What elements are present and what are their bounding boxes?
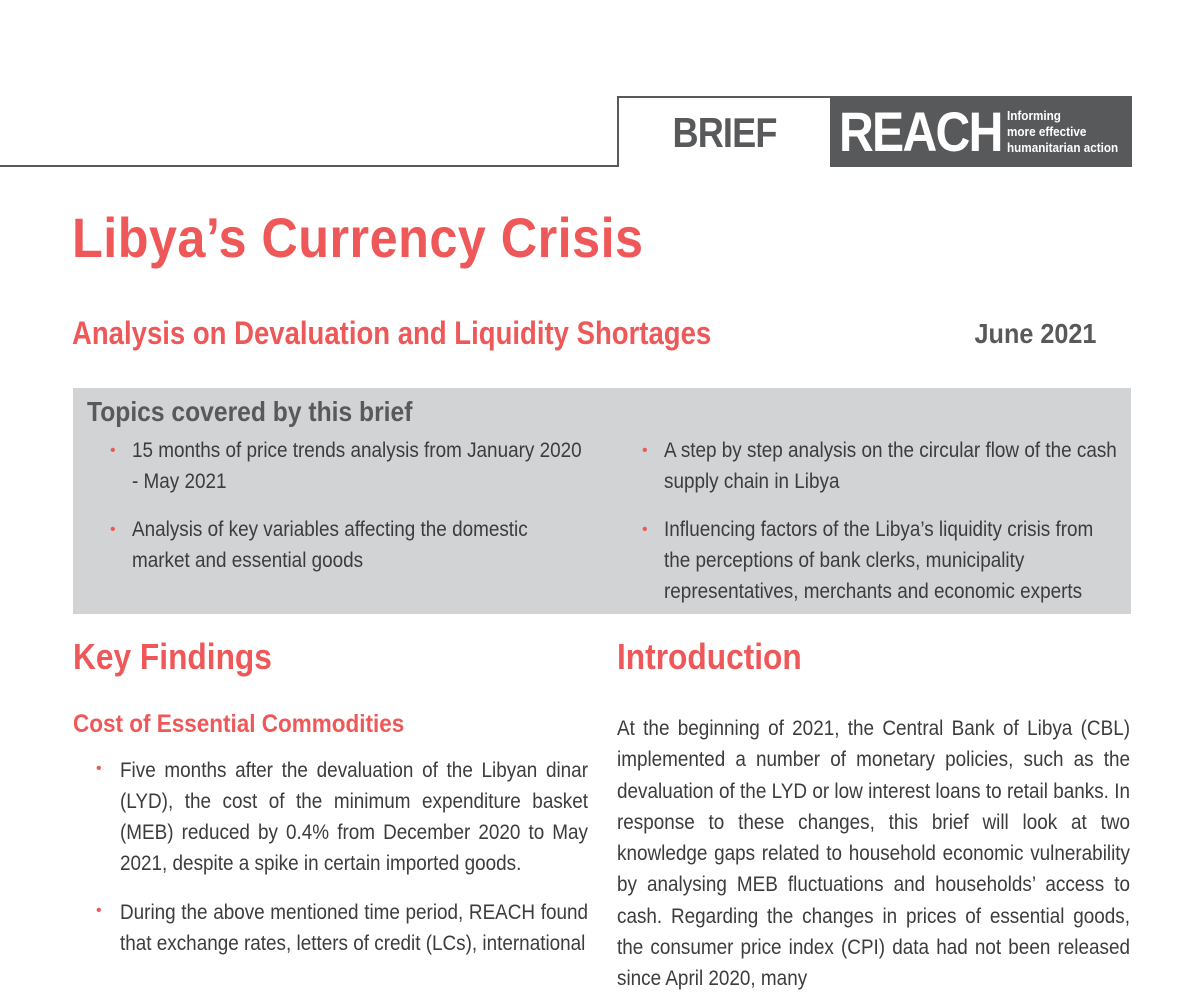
finding-item: Five months after the devaluation of the Libyan dinar (LYD), the cost of the minimum expenditure basket (MEB) reduced by 0.4% from December 2020 to May 2021, despite a spike in certain imported goods. bbox=[120, 759, 588, 875]
bullet-icon: • bbox=[642, 442, 648, 459]
tagline-line: Informing bbox=[1007, 107, 1061, 123]
finding-item: During the above mentioned time period, REACH found that exchange rates, letters of credit (LCs), international bbox=[120, 901, 588, 955]
reach-tagline bbox=[1007, 108, 1118, 156]
topic-item bbox=[110, 514, 638, 576]
tagline-line: humanitarian action bbox=[1007, 139, 1119, 155]
bullet-icon: • bbox=[110, 521, 116, 538]
topic-item bbox=[110, 435, 638, 497]
document-date: June 2021 bbox=[974, 318, 1096, 349]
key-findings-heading: Key Findings bbox=[73, 636, 272, 677]
bullet-icon: • bbox=[642, 521, 648, 538]
reach-logo bbox=[831, 96, 1132, 167]
reach-logo-word: REACH bbox=[839, 100, 1002, 163]
document-subtitle: Analysis on Devaluation and Liquidity Shortages bbox=[72, 315, 712, 351]
topic-text: 15 months of price trends analysis from January 2020 - May 2021 bbox=[132, 439, 582, 493]
topic-text: A step by step analysis on the circular flow of the cash supply chain in Libya bbox=[664, 439, 1117, 493]
introduction-text: At the beginning of 2021, the Central Bank of Libya (CBL) implemented a number of monetary policies, such as the devaluation of the LYD or low interest loans to retail banks. In response to these changes, this brief will look at two knowledge gaps related to household economic vulnerability by analysing MEB fluctuations and households’ access to cash. Regarding the changes in prices of essential goods, the consumer price index (CPI) data had not been released since April 2020, many bbox=[617, 717, 1130, 991]
topics-heading: Topics covered by this brief bbox=[87, 396, 413, 427]
topic-text: Analysis of key variables affecting the domestic market and essential goods bbox=[132, 518, 528, 572]
document-title: Libya’s Currency Crisis bbox=[72, 206, 644, 269]
topics-box bbox=[73, 388, 1131, 614]
topic-item bbox=[642, 435, 1170, 497]
header-rule bbox=[0, 165, 618, 167]
tagline-line: more effective bbox=[1007, 123, 1087, 139]
bullet-icon: • bbox=[96, 902, 102, 919]
key-findings-subheading: Cost of Essential Commodities bbox=[73, 710, 405, 738]
topic-text: Influencing factors of the Libya’s liquidity crisis from the perceptions of bank clerks, municipality representatives, merchants and economic experts bbox=[664, 518, 1094, 603]
bullet-icon: • bbox=[96, 760, 102, 777]
introduction-heading: Introduction bbox=[617, 636, 802, 677]
topic-item bbox=[642, 514, 1170, 607]
bullet-icon: • bbox=[110, 442, 116, 459]
brief-label-box bbox=[617, 96, 832, 167]
brief-label: BRIEF bbox=[672, 108, 777, 156]
